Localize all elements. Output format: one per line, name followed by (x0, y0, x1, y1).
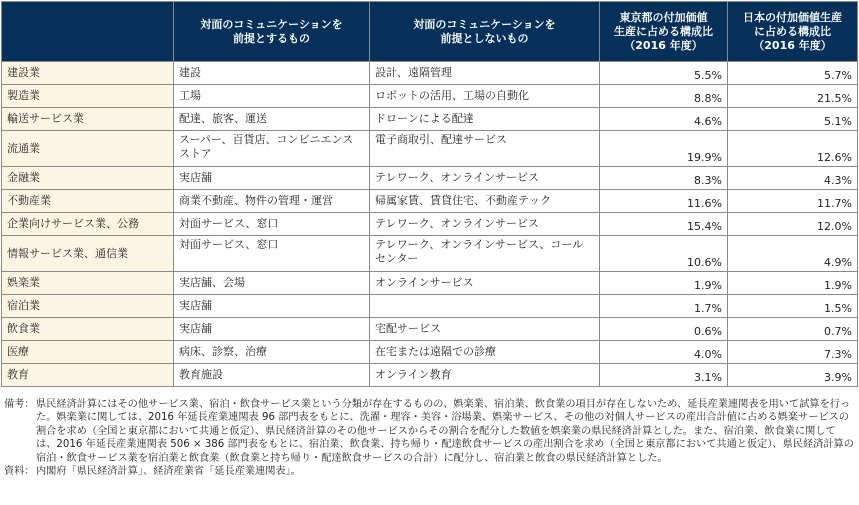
tokyo-share-cell: 3.1% (600, 364, 728, 387)
note-bikou-label: 備考： (4, 399, 35, 410)
table-row (2, 62, 858, 85)
industry-cell: 娯楽業 (2, 272, 174, 295)
industry-cell: 流通業 (2, 131, 174, 167)
table-row (2, 272, 858, 295)
face-to-face-cell: 実店舗 (174, 318, 370, 341)
non-face-to-face-cell: 在宅または遠隔での診療 (370, 341, 600, 364)
industry-cell: 企業向けサービス業、公務 (2, 213, 174, 236)
japan-share-cell: 21.5% (728, 85, 858, 108)
industry-cell: 不動産業 (2, 190, 174, 213)
non-face-to-face-cell: テレワーク、オンラインサービス (370, 167, 600, 190)
note-shiryou-label: 資料： (4, 466, 35, 478)
non-face-to-face-cell: オンライン教育 (370, 364, 600, 387)
header-tokyo-share: 東京都の付加価値 生産に占める構成比 （2016 年度） (600, 2, 728, 62)
industry-cell: 飲食業 (2, 318, 174, 341)
note-bikou (4, 398, 856, 465)
industry-cell: 金融業 (2, 167, 174, 190)
tokyo-share-cell: 4.0% (600, 341, 728, 364)
tokyo-share-cell: 5.5% (600, 62, 728, 85)
table-row (2, 85, 858, 108)
tokyo-share-cell: 11.6% (600, 190, 728, 213)
tokyo-share-cell: 19.9% (600, 131, 728, 167)
face-to-face-cell: 対面サービス、窓口 (174, 213, 370, 236)
non-face-to-face-cell: テレワーク、オンラインサービス (370, 213, 600, 236)
header-corner (2, 2, 174, 62)
table-row (2, 167, 858, 190)
header-non-face-to-face: 対面のコミュニケーションを 前提としないもの (370, 2, 600, 62)
face-to-face-cell: 実店舗 (174, 167, 370, 190)
japan-share-cell: 11.7% (728, 190, 858, 213)
non-face-to-face-cell: テレワーク、オンラインサービス、コールセンター (370, 236, 600, 272)
non-face-to-face-cell: オンラインサービス (370, 272, 600, 295)
japan-share-cell: 4.9% (728, 236, 858, 272)
industry-table (1, 1, 858, 387)
table-row (2, 108, 858, 131)
non-face-to-face-cell (370, 295, 600, 318)
table-row (2, 364, 858, 387)
face-to-face-cell: 実店舗、会場 (174, 272, 370, 295)
japan-share-cell: 4.3% (728, 167, 858, 190)
non-face-to-face-cell: 宅配サービス (370, 318, 600, 341)
face-to-face-cell: 病床、診察、治療 (174, 341, 370, 364)
japan-share-cell: 0.7% (728, 318, 858, 341)
japan-share-cell: 5.7% (728, 62, 858, 85)
non-face-to-face-cell: ドローンによる配達 (370, 108, 600, 131)
industry-cell: 宿泊業 (2, 295, 174, 318)
face-to-face-cell: 建設 (174, 62, 370, 85)
table-header-row (2, 2, 858, 62)
tokyo-share-cell: 10.6% (600, 236, 728, 272)
face-to-face-cell: 工場 (174, 85, 370, 108)
non-face-to-face-cell: 設計、遠隔管理 (370, 62, 600, 85)
tokyo-share-cell: 8.3% (600, 167, 728, 190)
face-to-face-cell: 対面サービス、窓口 (174, 236, 370, 272)
japan-share-cell: 1.5% (728, 295, 858, 318)
tokyo-share-cell: 1.9% (600, 272, 728, 295)
industry-cell: 教育 (2, 364, 174, 387)
industry-cell: 情報サービス業、通信業 (2, 236, 174, 272)
face-to-face-cell: 配達、旅客、運送 (174, 108, 370, 131)
table-row (2, 236, 858, 272)
industry-cell: 建設業 (2, 62, 174, 85)
non-face-to-face-cell: 電子商取引、配達サービス (370, 131, 600, 167)
table-row (2, 295, 858, 318)
non-face-to-face-cell: 帰属家賃、賃貸住宅、不動産テック (370, 190, 600, 213)
tokyo-share-cell: 4.6% (600, 108, 728, 131)
notes (4, 398, 856, 478)
japan-share-cell: 12.6% (728, 131, 858, 167)
table-row (2, 341, 858, 364)
note-shiryou-text: 内閣府「県民経済計算」、経済産業省「延長産業連関表」。 (36, 466, 301, 478)
header-japan-share: 日本の付加価値生産 に占める構成比 （2016 年度） (728, 2, 858, 62)
industry-cell: 輸送サービス業 (2, 108, 174, 131)
header-face-to-face: 対面のコミュニケーションを 前提とするもの (174, 2, 370, 62)
tokyo-share-cell: 0.6% (600, 318, 728, 341)
note-bikou-text: 県民経済計算にはその他サービス業、宿泊・飲食サービス業という分類が存在するものの、娯楽業、宿泊業、飲食業の項目が存在しないため、延長産業連関表を用いて試算を行った。娯楽業に関しては、2016 年延長産業連関表 96 部門表をもとに、洗濯・理容・美容・浴場業、娯楽サービス、その他の対個人サービスの産出合計値に占める娯楽サービスの割合を求め（全国と東京都において共通と仮定）、県民経済計算のその他サービスからその割合を配分した数値を娯楽業の県民経済計算とした。また、宿泊業、飲食業に関しては、2016 年延長産業連関表 506 × 386 部門表をもとに、宿泊業、飲食業、持ち帰り・配達飲食サービスの産出割合を求め（全国と東京都において共通と仮定）、県民経済計算の宿泊・飲食サービス業を宿泊業と飲食業（飲食業と持ち帰り・配達飲食サービスの合計）に配分し、宿泊業と飲食の県民経済計算とした。 (36, 399, 854, 464)
industry-cell: 製造業 (2, 85, 174, 108)
japan-share-cell: 12.0% (728, 213, 858, 236)
tokyo-share-cell: 1.7% (600, 295, 728, 318)
face-to-face-cell: 商業不動産、物件の管理・運営 (174, 190, 370, 213)
table-row (2, 190, 858, 213)
japan-share-cell: 3.9% (728, 364, 858, 387)
note-shiryou (4, 465, 856, 478)
japan-share-cell: 5.1% (728, 108, 858, 131)
table-row (2, 318, 858, 341)
table-row (2, 131, 858, 167)
non-face-to-face-cell: ロボットの活用、工場の自動化 (370, 85, 600, 108)
industry-cell: 医療 (2, 341, 174, 364)
japan-share-cell: 7.3% (728, 341, 858, 364)
japan-share-cell: 1.9% (728, 272, 858, 295)
face-to-face-cell: 実店舗 (174, 295, 370, 318)
face-to-face-cell: スーパー、百貨店、コンビニエンスストア (174, 131, 370, 167)
tokyo-share-cell: 8.8% (600, 85, 728, 108)
face-to-face-cell: 教育施設 (174, 364, 370, 387)
table-row (2, 213, 858, 236)
tokyo-share-cell: 15.4% (600, 213, 728, 236)
